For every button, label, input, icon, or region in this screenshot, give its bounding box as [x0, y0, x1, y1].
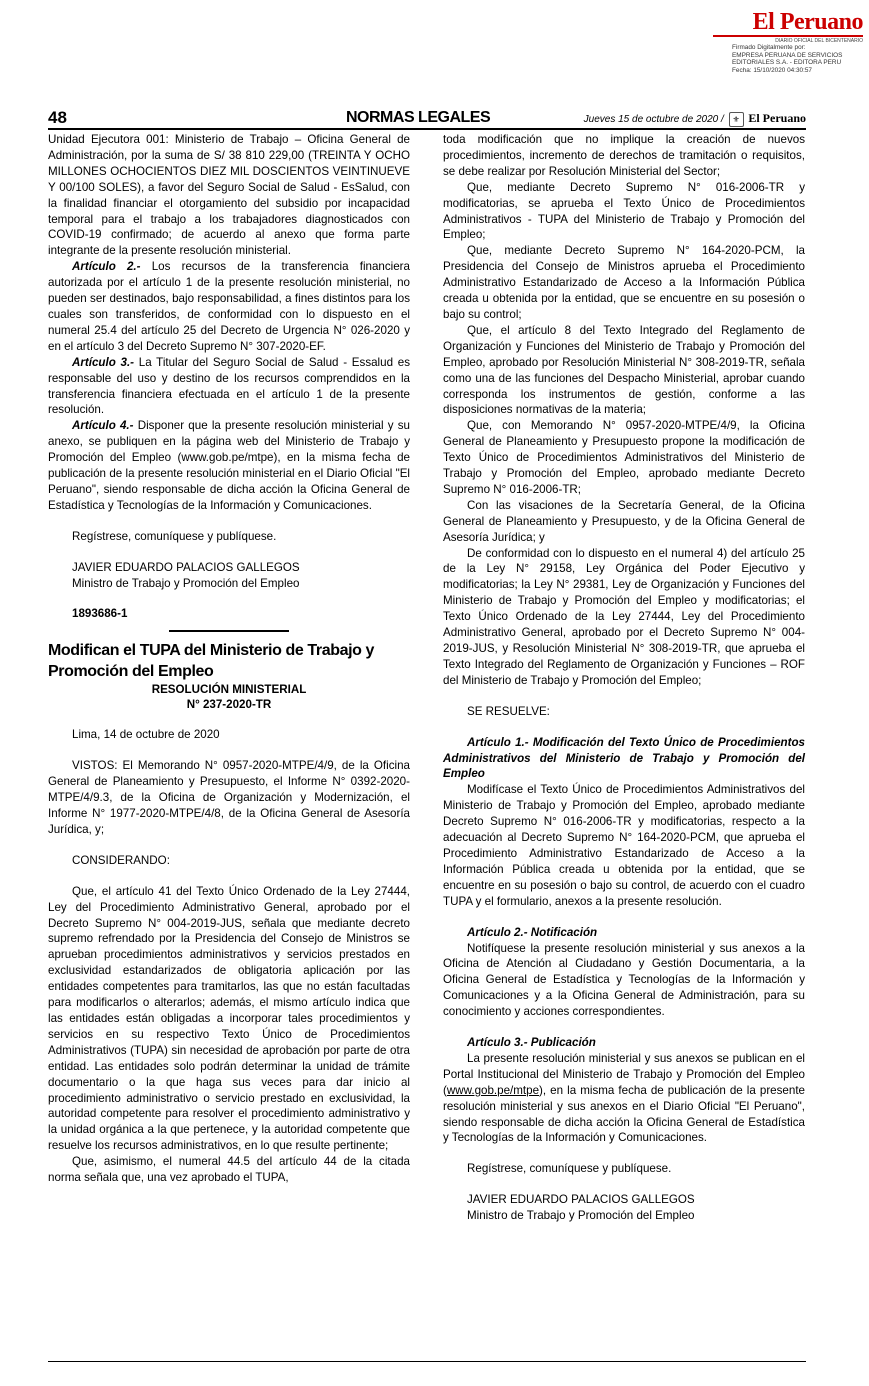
website-link[interactable]: www.gob.pe/mtpe — [446, 1083, 540, 1097]
coat-of-arms-icon: ⚜ — [729, 112, 744, 127]
publication-code: 1893686-1 — [72, 607, 128, 621]
article-text: La presente resolución ministerial y sus anexos se publican en el Portal Institucional del Ministerio de Trabajo y Promoción del Empleo ( — [443, 1051, 805, 1097]
considerando-paragraph: De conformidad con lo dispuesto en el numeral 4) del artículo 25 de la Ley N° 29158, Ley Orgánica del Poder Ejecutivo y modificatorias; la Ley N° 29381, Ley de Organización y Funciones del Ministerio de Trabajo y Promoción del Empleo y modificatorias; el Texto Único Ordenado de la Ley 27444, Ley del Procedimiento Administrativo General, aprobado por el Decreto Supremo N° 004-2019-JUS, y Resolución Ministerial N° 308-2019-TR, que aprueba el Texto Integrado del Reglamento de Organización y Funciones – ROF del Ministerio de Trabajo y Promoción del Empleo; — [443, 546, 805, 687]
considerando-paragraph: Que, el artículo 41 del Texto Único Ordenado de la Ley 27444, Ley del Procedimiento Administrativo General, aprobado por el Decreto Supremo N° 004-2019-JUS, señala que mediante decreto supremo refrendado por la Presidencia del Consejo de Ministros se aprueban procedimientos administrativos y servicios prestados en exclusividad estandarizados de obligatoria aplicación por las entidades competentes para tramitarlos, las que no están facultadas para modificarlos o alterarlos; además, el mismo artículo indica que las entidades están obligadas a incorporar tales procedimientos y servicios en su respectivo Texto Único de Procedimientos Administrativos (TUPA) sin necesidad de aprobación por parte de otra entidad. Las entidades solo podrán determinar la unidad de trámite documentario o la que haga sus veces para dar inicio al procedimiento administrativo o servicio prestado en exclusividad, la autoridad competente para resolver el procedimiento administrativo y la unidad orgánica a la que pertenece, y la autoridad competente que resuelve los recursos administrativos, en lo que resulte pertinente; — [48, 884, 410, 1153]
article-1-text: Modifícase el Texto Único de Procedimientos Administrativos del Ministerio de Trabajo y Promoción del Empleo, aprobado mediante Decreto Supremo N° 016-2006-TR y modificatorias, respecto a la adecuación al Decreto Supremo N° 164-2020-PCM, que aprueba el Procedimiento Administrativo Estandarizado de Acceso a la Información Pública creada u obtenida por la entidad, que se encuentre en su posesión o bajo su control, de acuerdo con el cuadro TUPA y el formulario, anexos a la presente resolución. — [443, 783, 805, 908]
article-text: ), en la misma fecha de publicación de la presente resolución ministerial y sus anexos en el Diario Oficial "El Peruano", siendo responsable de dicha acción la Oficina General de Estadística y Tecnologías de la Información y Comunicaciones. — [443, 1083, 805, 1145]
header-brand: El Peruano — [748, 111, 806, 125]
section-divider — [169, 630, 289, 632]
right-column — [443, 132, 805, 1224]
signature-line: EDITORIALES S.A. - EDITORA PERU — [732, 59, 842, 67]
article-label: Artículo 4.- — [72, 419, 134, 433]
footer-rule — [48, 1361, 806, 1362]
paragraph: toda modificación que no implique la creación de nuevos procedimientos, incremento de derechos de tramitación o requisitos, se debe realizar por Resolución Ministerial del Sector; — [443, 133, 805, 178]
signer-role: Ministro de Trabajo y Promoción del Empleo — [467, 1209, 695, 1223]
signer-role: Ministro de Trabajo y Promoción del Empleo — [72, 576, 300, 590]
signature-line: Fecha: 15/10/2020 04:30:57 — [732, 66, 812, 74]
article-2 — [48, 259, 410, 354]
article-2-text: Notifíquese la presente resolución ministerial y sus anexos a la Oficina de Atención al Ciudadano y Gestión Documentaria, a la Oficina General de Estadística y Tecnologías de la Información y Comunicaciones y a la Oficina General de Administración, para su conocimiento y acciones correspondientes. — [443, 941, 805, 1019]
left-column — [48, 132, 410, 1186]
digital-signature — [732, 44, 867, 74]
resolution-number: N° 237-2020-TR — [186, 698, 272, 712]
article-text: Los recursos de la transferencia financiera autorizada por el artículo 1 de la presente resolución ministerial, no pueden ser destinados, bajo responsabilidad, a fines distintos para los cuales son transferidos, de conformidad con lo dispuesto en el numeral 25.4 del artículo 25 del Decreto de Urgencia N° 026-2020 y en el artículo 3 del Decreto Supremo N° 307-2020-EF. — [48, 260, 410, 353]
article-3-text — [443, 1051, 805, 1146]
vistos: VISTOS: El Memorando N° 0957-2020-MTPE/4/9, de la Oficina General de Planeamiento y Presupuesto, el Informe N° 0392-2020-MTPE/4/9.3, de la Oficina de Organización y Modernización, el Informe N° 1977-2020-MTPE/4/8, de la Oficina General de Asesoría Jurídica, y; — [48, 759, 410, 836]
article-4 — [48, 418, 410, 513]
signature-line: Firmado Digitalmente por: — [732, 44, 806, 51]
considerando-paragraph: Con las visaciones de la Secretaría General, de la Oficina General de Planeamiento y Presupuesto, y de la Oficina General de Asesoría Jurídica; y — [443, 498, 805, 544]
article-text: Disponer que la presente resolución ministerial y su anexo, se publiquen en la página web del Ministerio de Trabajo y Promoción del Empleo (www.gob.pe/mtpe), en la misma fecha de publicación de la presente resolución ministerial en el Diario Oficial "El Peruano", siendo responsable de dicha acción la Oficina General de Estadística y Tecnologías de la Información y Comunicaciones. — [48, 419, 410, 512]
closing-formula: Regístrese, comuníquese y publíquese. — [72, 529, 277, 543]
considerando-paragraph: Que, asimismo, el numeral 44.5 del artículo 44 de la citada norma señala que, una vez aprobado el TUPA, — [48, 1155, 410, 1185]
page-number: 48 — [48, 108, 67, 127]
article-1-title: Artículo 1.- Modificación del Texto Único de Procedimientos Administrativos del Ministerio de Trabajo y Promoción del Empleo — [443, 735, 805, 781]
header-date: Jueves 15 de octubre de 2020 / — [583, 114, 724, 125]
article-text: La Titular del Seguro Social de Salud - Essalud es responsable del uso y destino de los recursos comprendidos en la transferencia financiera efectuada en el artículo 1 de la presente resolución. — [48, 355, 410, 417]
brand-underline — [713, 35, 863, 37]
considerando-paragraph: Que, mediante Decreto Supremo N° 164-2020-PCM, la Presidencia del Consejo de Ministros aprueba el Procedimiento Administrativo Estandarizado de Acceso a la Información Pública creada u obtenida por la entidad, que se encuentre en su posesión o bajo su control; — [443, 244, 805, 321]
article-3-title: Artículo 3.- Publicación — [467, 1036, 596, 1050]
considerando-paragraph: Que, el artículo 8 del Texto Integrado del Reglamento de Organización y Funciones del Ministerio de Trabajo y Promoción del Empleo, aprobado por Resolución Ministerial N° 308-2019-TR, señala como una de las funciones del Despacho Ministerial, aprobar cuando corresponda los instrumentos de gestión, conforme a las disposiciones normativas de la materia; — [443, 323, 805, 417]
brand-name: El Peruano — [752, 9, 863, 35]
article-3 — [48, 355, 410, 419]
signature-line: EMPRESA PERUANA DE SERVICIOS — [732, 51, 843, 59]
place-date: Lima, 14 de octubre de 2020 — [72, 728, 220, 742]
article-label: Artículo 3.- — [72, 355, 135, 369]
closing-formula: Regístrese, comuníquese y publíquese. — [467, 1162, 672, 1176]
section-title: NORMAS LEGALES — [346, 109, 491, 126]
signer-name: JAVIER EDUARDO PALACIOS GALLEGOS — [72, 560, 300, 574]
considerando-paragraph: Que, con Memorando N° 0957-2020-MTPE/4/9, la Oficina General de Planeamiento y Presupuesto propone la modificación de Texto Único de Procedimientos Administrativos del Ministerio de Trabajo y Promoción del Empleo, aprobado mediante Decreto Supremo N° 016-2006-TR; — [443, 419, 805, 496]
signer-name: JAVIER EDUARDO PALACIOS GALLEGOS — [467, 1193, 695, 1207]
running-header — [48, 108, 806, 128]
paragraph: Unidad Ejecutora 001: Ministerio de Trabajo – Oficina General de Administración, por la suma de S/ 38 810 229,00 (TREINTA Y OCHO MILLONES OCHOCIENTOS DIEZ MIL DOSCIENTOS VEINTINUEVE Y 00/100 SOLES), a favor del Seguro Social de Salud - EsSalud, con la finalidad financiar el otorgamiento del subsidio por incapacidad temporal para el trabajo a los trabajadores diagnosticados con COVID-19 confirmado; de acuerdo al anexo que forma parte integrante de la presente resolución ministerial. — [48, 133, 410, 258]
header-rule — [48, 128, 806, 130]
article-label: Artículo 2.- — [72, 260, 141, 274]
brand-tagline: DIARIO OFICIAL DEL BICENTENARIO — [775, 38, 863, 44]
considerando-label: CONSIDERANDO: — [72, 853, 170, 867]
resolution-type: RESOLUCIÓN MINISTERIAL — [151, 683, 307, 697]
considerando-paragraph: Que, mediante Decreto Supremo N° 016-2006-TR y modificatorias, se aprueba el Texto Único de Procedimientos Administrativos - TUPA del Ministerio de Trabajo y Promoción del Empleo; — [443, 180, 805, 242]
resolution-heading: Modifican el TUPA del Ministerio de Trabajo y Promoción del Empleo — [48, 642, 375, 681]
header-date-brand — [584, 111, 806, 127]
se-resuelve: SE RESUELVE: — [467, 704, 550, 718]
brand-logo — [713, 10, 863, 44]
article-2-title: Artículo 2.- Notificación — [467, 925, 598, 939]
